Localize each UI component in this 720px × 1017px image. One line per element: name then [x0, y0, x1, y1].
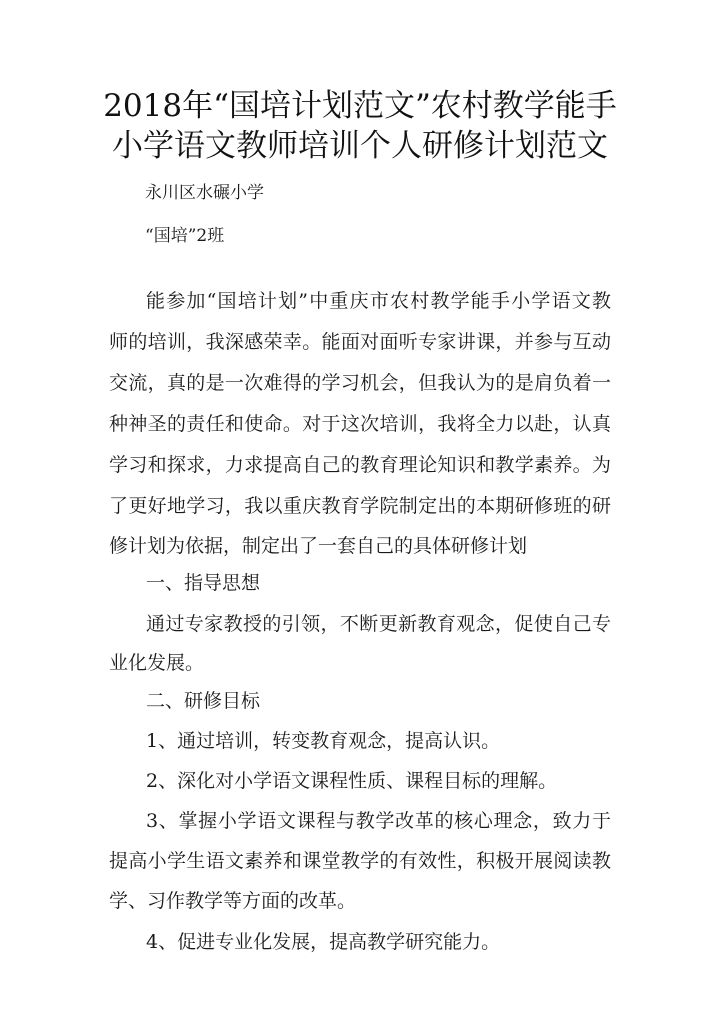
- intro-paragraph-line: 修计划为依据，制定出了一套自己的具体研修计划: [109, 535, 528, 557]
- goal-item-3-line: 提高小学生语文素养和课堂教学的有效性，积极开展阅读教: [109, 850, 611, 872]
- goal-item-4: 4、促进专业化发展，提高教学研究能力。: [146, 931, 501, 953]
- section-1-line: 业化发展。: [109, 652, 205, 674]
- school-name: 永川区水碾小学: [145, 183, 264, 203]
- section-1-line: 通过专家教授的引领，不断更新教育观念，促使自己专: [146, 613, 611, 635]
- document-title-line-1: 2018年“国培计划范文”农村教学能手: [103, 88, 617, 124]
- goal-item-2: 2、深化对小学语文课程性质、课程目标的理解。: [146, 770, 558, 792]
- intro-paragraph-line: 交流，真的是一次难得的学习机会，但我认为的是肩负着一: [109, 372, 611, 394]
- document-title-line-2: 小学语文教师培训个人研修计划范文: [112, 128, 608, 164]
- goal-item-3-line: 学、习作教学等方面的改革。: [109, 890, 357, 912]
- intro-paragraph-line: 种神圣的责任和使命。对于这次培训，我将全力以赴，认真: [109, 413, 611, 435]
- section-heading-guiding-thought: 一、指导思想: [146, 572, 261, 594]
- section-heading-study-goals: 二、研修目标: [146, 690, 261, 712]
- goal-item-3-line: 3、掌握小学语文课程与教学改革的核心理念，致力于: [146, 810, 611, 832]
- intro-paragraph-line: 能参加“国培计划”中重庆市农村教学能手小学语文教: [146, 290, 611, 312]
- class-name: “国培”2班: [145, 226, 225, 246]
- goal-item-1: 1、通过培训，转变教育观念，提高认识。: [146, 730, 501, 752]
- intro-paragraph-line: 了更好地学习，我以重庆教育学院制定出的本期研修班的研: [109, 495, 611, 517]
- intro-paragraph-line: 学习和探求，力求提高自己的教育理论知识和教学素养。为: [109, 454, 611, 476]
- intro-paragraph-line: 师的培训，我深感荣幸。能面对面听专家讲课，并参与互动: [109, 331, 611, 353]
